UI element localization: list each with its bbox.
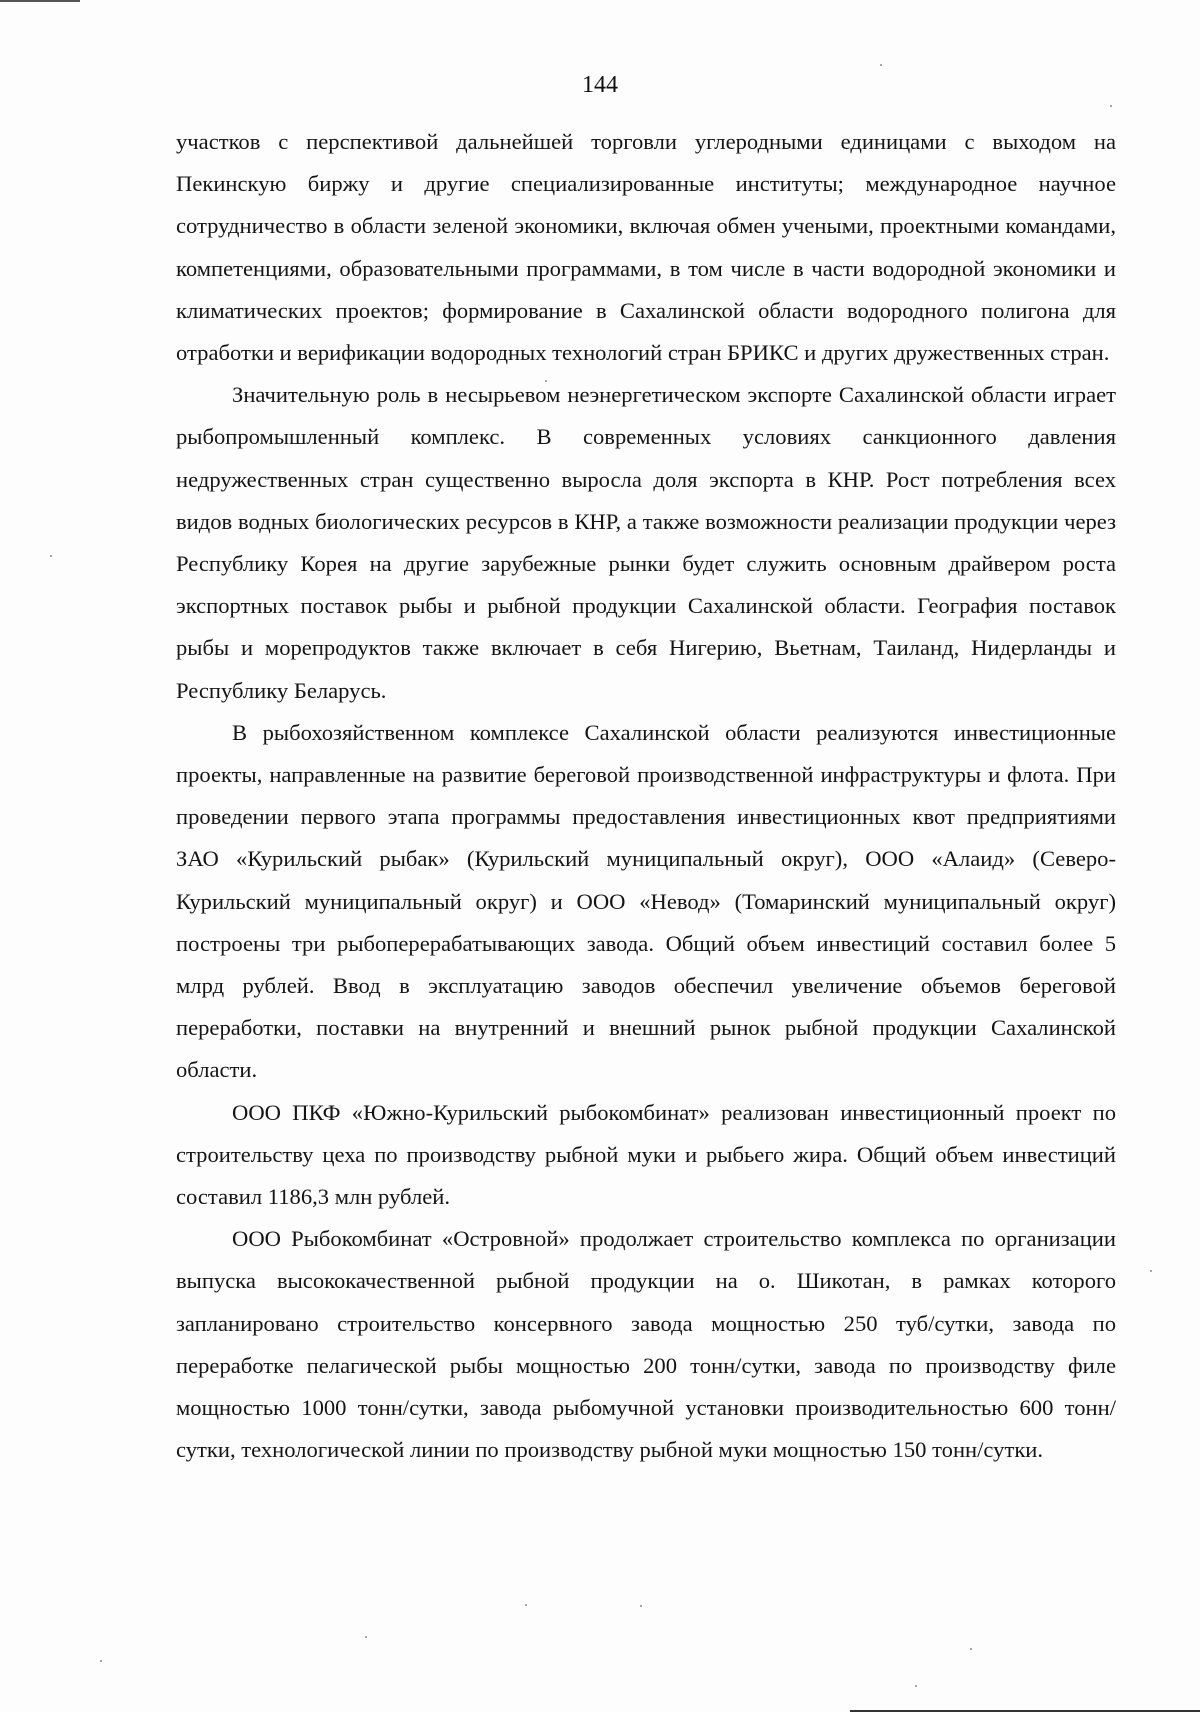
- scan-speck: [365, 1636, 367, 1638]
- paragraph-4: ООО ПКФ «Южно-Курильский рыбокомбинат» реализован инвестиционный проект по строительству цеха по производству рыбной муки и рыбьего жира. Общий объем инвестиций составил 1186,3 млн рублей.: [176, 1099, 1116, 1210]
- scan-speck: [1110, 105, 1112, 107]
- scan-speck: [915, 1685, 917, 1687]
- scan-speck: [880, 64, 882, 66]
- scan-speck: [1150, 1270, 1152, 1272]
- paragraph-5: ООО Рыбокомбинат «Островной» продолжает строительство комплекса по организации выпуска высококачественной рыбной продукции на о. Шикотан, в рамках которого запланировано строительство консервного завода мощностью 250 туб/сутки, завода по переработке пелагической рыбы мощностью 200 тонн/сутки, завода по производству филе мощностью 1000 тонн/сутки, завода рыбомучной установки производительностью 600 тонн/сутки, технологической линии по производству рыбной муки мощностью 150 тонн/сутки.: [176, 1226, 1116, 1463]
- scan-speck: [545, 380, 547, 382]
- document-body: [176, 121, 1116, 1472]
- page-number: 144: [582, 72, 618, 98]
- paragraph-1: участков с перспективой дальнейшей торговли углеродными единицами с выходом на Пекинскую биржу и другие специализированные институты; международное научное сотрудничество в области зеленой экономики, включая обмен учеными, проектными командами, компетенциями, образовательными программами, в том числе в части водородной экономики и климатических проектов; формирование в Сахалинской области водородного полигона для отработки и верификации водородных технологий стран БРИКС и других дружественных стран.: [176, 129, 1116, 366]
- scan-speck: [50, 555, 52, 557]
- paragraph-3: В рыбохозяйственном комплексе Сахалинской области реализуются инвестиционные проекты, направленные на развитие береговой производственной инфраструктуры и флота. При проведении первого этапа программы предоставления инвестиционных квот предприятиями ЗАО «Курильский рыбак» (Курильский муниципальный округ), ООО «Алаид» (Северо-Курильский муниципальный округ) и ООО «Невод» (Томаринский муниципальный округ) построены три рыбоперерабатывающих завода. Общий объем инвестиций составил более 5 млрд рублей. Ввод в эксплуатацию заводов обеспечил увеличение объемов береговой переработки, поставки на внутренний и внешний рынок рыбной продукции Сахалинской области.: [176, 719, 1116, 1083]
- scan-speck: [970, 1648, 972, 1650]
- scan-speck: [100, 1660, 102, 1662]
- scan-speck: [525, 1604, 527, 1606]
- scan-edge-mark: [0, 0, 80, 2]
- scan-speck: [640, 1605, 642, 1607]
- paragraph-2: Значительную роль в несырьевом неэнергетическом экспорте Сахалинской области играет рыбопромышленный комплекс. В современных условиях санкционного давления недружественных стран существенно выросла доля экспорта в КНР. Рост потребления всех видов водных биологических ресурсов в КНР, а также возможности реализации продукции через Республику Корея на другие зарубежные рынки будет служить основным драйвером роста экспортных поставок рыбы и рыбной продукции Сахалинской области. География поставок рыбы и морепродуктов также включает в себя Нигерию, Вьетнам, Таиланд, Нидерланды и Республику Беларусь.: [176, 382, 1116, 703]
